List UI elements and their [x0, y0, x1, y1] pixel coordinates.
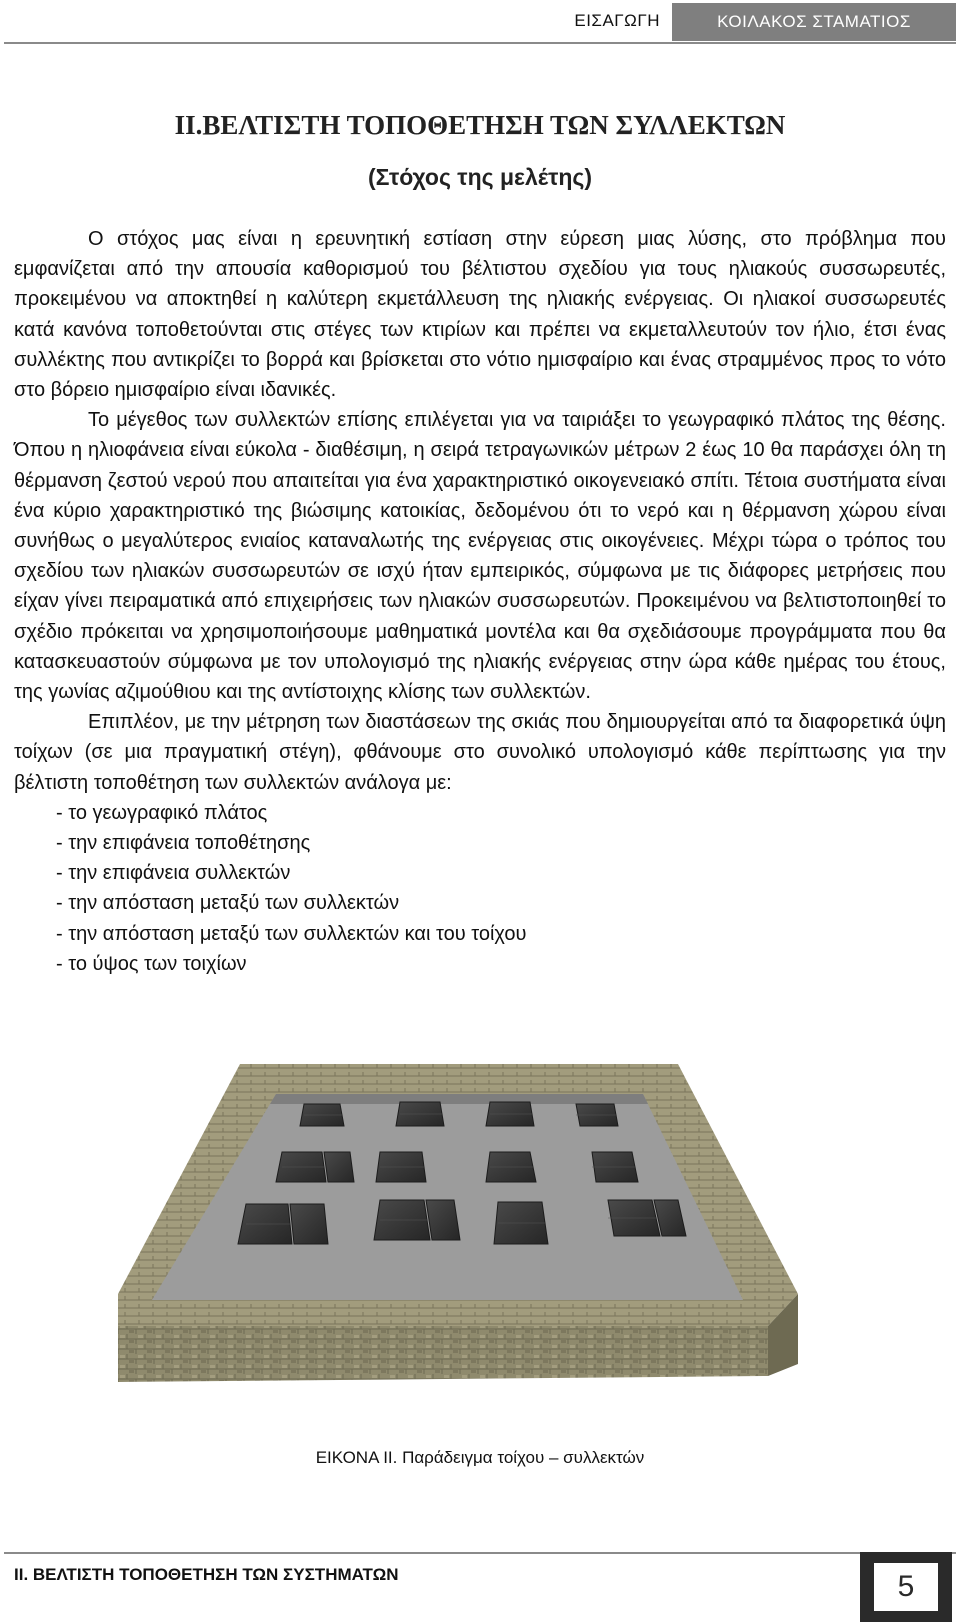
list-item: - το ύψος των τοιχίων	[56, 952, 247, 975]
paragraph-2: Το μέγεθος των συλλεκτών επίσης επιλέγεται για να ταιριάξει το γεωγραφικό πλάτος της θέσης. Όπου η ηλιοφάνεια είναι εύκολα - διαθέσιμη, η σειρά τετραγωνικών μέτρων 2 έως 10 θα παράσχει όλη τη θέρμανση ζεστού νερού που απαιτείται για ένα χαρακτηριστικό οικογενειακό σπίτι. Τέτοια συστήματα είναι ένα κύριο χαρακτηριστικό της βιώσιμης κατοικίας, δεδομένου ότι το νερό και η θέρμανση χώρου είναι συνήθως ο μεγαλύτερος ενιαίος καταναλωτής της ενέργειας στις οικογένειες. Μέχρι τώρα ο τρόπος του σχεδίου των ηλιακών συσσωρευτών σε ισχύ ήταν εμπειρικός, σύμφωνα με τις διάφορες μετρήσεις που είχαν γίνει πειραματικά από επιχειρήσεις των ηλιακών συσσωρευτών. Προκειμένου να βελτιστοποιηθεί το σχέδιο πρόκειται να χρησιμοποιήσουμε μαθηματικά μοντέλα και θα σχεδιάσουμε προγράμματα που θα κατασκευαστούν σύμφωνα με τον υπολογισμό της ηλιακής ενέργειας στην ώρα κάθε ημέρας του έτους, της γωνίας αζιμούθιου και της αντίστοιχης κλίσης των συλλεκτών.	[14, 409, 946, 704]
figure-caption: ΕΙΚΟΝΑ II. Παράδειγμα τοίχου – συλλεκτών	[315, 1448, 645, 1467]
wall-front	[118, 1326, 768, 1382]
paragraph-1: Ο στόχος μας είναι η ερευνητική εστίαση στην εύρεση μιας λύσης, στο πρόβλημα που εμφανίζεται από την απουσία καθορισμού του βέλτιστου σχεδίου για τους ηλιακούς συσσωρευτές, προκειμένου να αποκτηθεί η καλύτερη εκμετάλλευση της ηλιακής ενέργειας. Οι ηλιακοί συσσωρευτές κατά κανόνα τοποθετούνται στις στέγες των κτιρίων και πρέπει να εκμεταλλευτούν τον ήλιο, έτσι ένας συλλέκτης που αντικρίζει το βορρά και βρίσκεται στο νότιο ημισφαίριο και ένας στραμμένος προς το νότο στο βόρειο ημισφαίριο είναι ιδανικές.	[14, 228, 946, 402]
body-text	[14, 224, 946, 979]
footer-divider	[4, 1552, 956, 1554]
roof-collectors-figure	[118, 1064, 798, 1434]
page-header	[0, 0, 960, 44]
list-item: - την απόσταση μεταξύ των συλλεκτών	[56, 892, 400, 915]
page-subtitle: (Στόχος της μελέτης)	[367, 164, 593, 190]
header-section: ΕΙΣΑΓΩΓΗ	[574, 11, 660, 30]
criteria-list	[14, 798, 946, 979]
header-divider	[4, 42, 956, 44]
roof-floor-shadow	[270, 1094, 648, 1104]
list-item: - την επιφάνεια συλλεκτών	[56, 862, 291, 885]
paragraph-3: Επιπλέον, με την μέτρηση των διαστάσεων της σκιάς που δημιουργείται από τα διαφορετικά ύψη τοίχων (σε μια πραγματική στέγη), φθάνουμε στο συνολικό υπολογισμό κάθε περίπτωσης για την βέλτιστη τοποθέτηση των συλλεκτών ανάλογα με:	[14, 711, 946, 794]
list-item: - την απόσταση μεταξύ των συλλεκτών και του τοίχου	[56, 922, 527, 945]
list-item: - το γεωγραφικό πλάτος	[56, 801, 268, 824]
page-title: II.ΒΕΛΤΙΣΤΗ ΤΟΠΟΘΕΤΗΣΗ ΤΩΝ ΣΥΛΛΕΚΤΩΝ	[174, 110, 786, 140]
page-number: 5	[874, 1563, 938, 1611]
header-author: ΚΟΙΛΑΚΟΣ ΣΤΑΜΑΤΙΟΣ	[672, 3, 956, 41]
footer-chapter: II. ΒΕΛΤΙΣΤΗ ΤΟΠΟΘΕΤΗΣΗ ΤΩΝ ΣΥΣΤΗΜΑΤΩΝ	[14, 1565, 399, 1584]
list-item: - την επιφάνεια τοποθέτησης	[56, 832, 311, 855]
page-number-box	[860, 1552, 952, 1622]
